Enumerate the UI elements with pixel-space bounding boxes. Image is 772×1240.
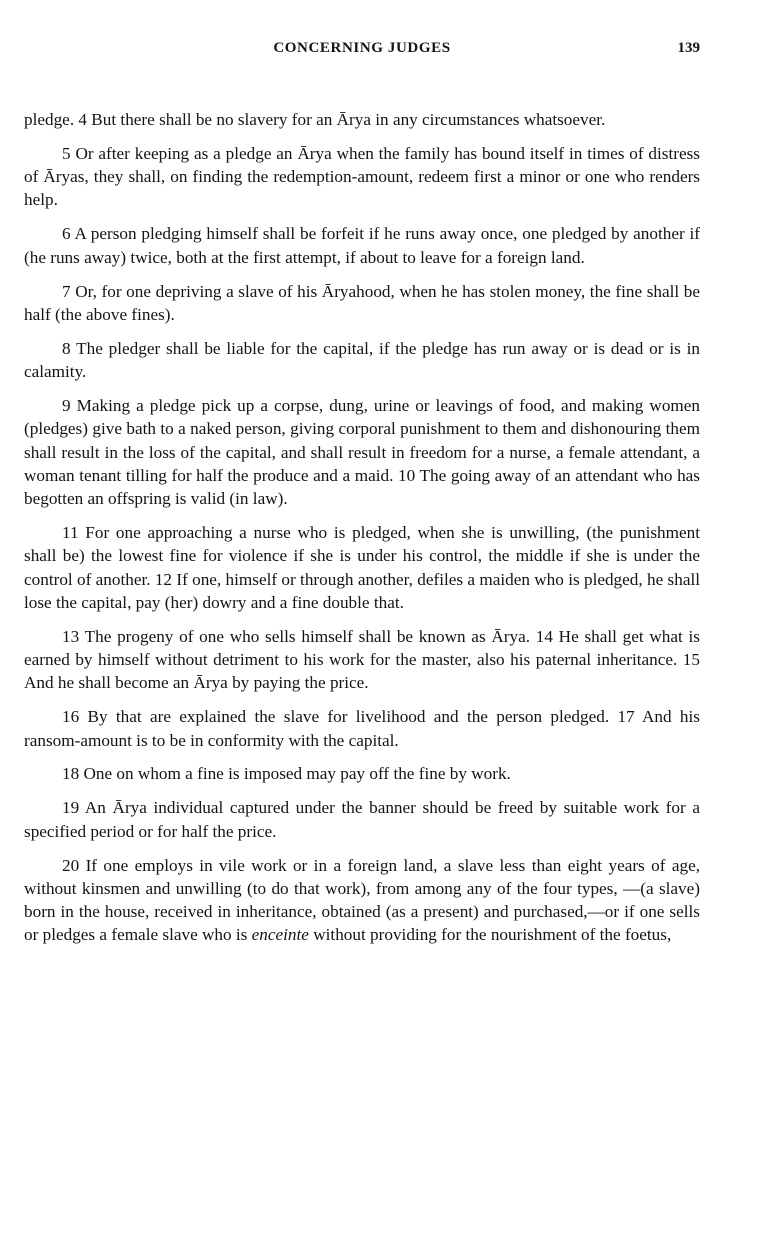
paragraph-verse-7: 7 Or, for one depriving a slave of his Āryahood, when he has stolen money, the fine shall be half (the above fines). (24, 281, 700, 324)
body-text (24, 108, 700, 957)
page-header (24, 40, 700, 66)
paragraph-verse-20 (24, 854, 700, 947)
paragraph-verse-5: 5 Or after keeping as a pledge an Ārya when the family has bound itself in times of distress of Āryas, they shall, on finding the redemption-amount, redeem first a minor or one who renders help. (24, 143, 700, 210)
paragraph-verse-9: 9 Making a pledge pick up a corpse, dung, urine or leavings of food, and making women (pledges) give bath to a naked person, giving corporal punishment to them and dishonouring them shall result in the loss of the capital, and shall result in freedom for a nurse, a female attendant, a woman tenant tilling for half the produce and a maid. 10 The going away of an attendant who has begotten an offspring is valid (in law). (24, 395, 700, 509)
verse-20-text: 20 If one employs in vile work or in a foreign land, a slave less than eight years of age, without kinsmen and unwilling (to do that work), from among any of the four types, —(a slave) born in the house, received in inheritance, obtained (as a present) and purchased,—or if one sells or pledges a female slave who is (24, 855, 700, 945)
paragraph-verse-16: 16 By that are explained the slave for livelihood and the person pledged. 17 And his ransom-amount is to be in conformity with the capital. (24, 707, 700, 750)
paragraph-verse-13: 13 The progeny of one who sells himself shall be known as Ārya. 14 He shall get what is earned by himself without detriment to his work for the master, also his paternal inheritance. 15 And he shall become an Ārya by paying the price. (24, 626, 700, 693)
paragraph-verse-19: 19 An Ārya individual captured under the banner should be freed by suitable work for a specified period or for half the price. (24, 798, 700, 841)
verse-20-italic-term: enceinte (251, 925, 309, 945)
paragraph-continuation: pledge. 4 But there shall be no slavery for an Ārya in any circumstances whatsoever. (24, 110, 606, 129)
page-number: 139 (677, 40, 700, 56)
running-head: CONCERNING JUDGES (273, 40, 451, 56)
paragraph-verse-6: 6 A person pledging himself shall be forfeit if he runs away once, one pledged by another if (he runs away) twice, both at the first attempt, if about to leave for a foreign land. (24, 224, 700, 267)
verse-20-text-end: without providing for the nourishment of the foetus, (308, 925, 672, 945)
paragraph-verse-8: 8 The pledger shall be liable for the capital, if the pledge has run away or is dead or is in calamity. (24, 338, 700, 382)
paragraph-verse-18: 18 One on whom a fine is imposed may pay off the fine by work. (62, 764, 511, 784)
paragraph-verse-11: 11 For one approaching a nurse who is pledged, when she is unwilling, (the punishment shall be) the lowest fine for violence if she is under his control, the middle if she is under the control of another. 12 If one, himself or through another, defiles a maiden who is pledged, he shall lose the capital, pay (her) dowry and a fine double that. (24, 523, 700, 612)
